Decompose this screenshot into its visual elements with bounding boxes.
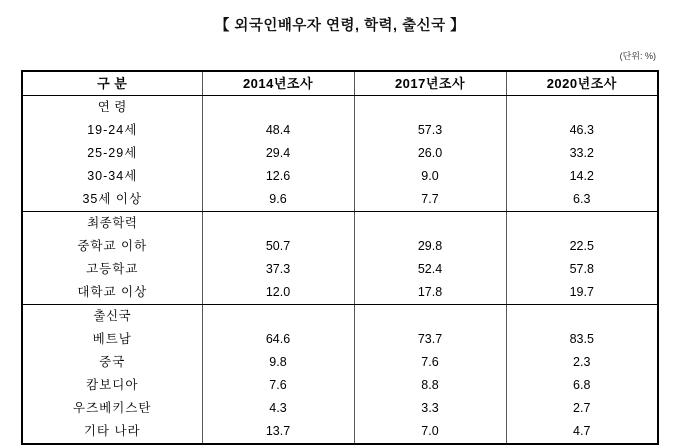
row-value: 50.7 [202, 235, 354, 258]
row-value: 2.3 [506, 351, 658, 374]
row-group-label: 출신국 [22, 305, 202, 329]
row-label: 35세 이상 [22, 188, 202, 212]
row-value [506, 96, 658, 120]
row-label: 중국 [22, 351, 202, 374]
row-value [354, 305, 506, 329]
row-value: 64.6 [202, 328, 354, 351]
row-value: 19.7 [506, 281, 658, 305]
row-value [354, 96, 506, 120]
row-value: 12.6 [202, 165, 354, 188]
table-header [22, 71, 658, 96]
table-row [22, 281, 658, 305]
row-value: 37.3 [202, 258, 354, 281]
row-label: 고등학교 [22, 258, 202, 281]
row-value: 9.0 [354, 165, 506, 188]
row-value: 14.2 [506, 165, 658, 188]
row-value: 17.8 [354, 281, 506, 305]
row-label: 25-29세 [22, 142, 202, 165]
table-row [22, 165, 658, 188]
table-row [22, 397, 658, 420]
row-label: 19-24세 [22, 119, 202, 142]
row-value: 7.0 [354, 420, 506, 444]
column-header-2014: 2014년조사 [202, 71, 354, 96]
column-header-category: 구 분 [22, 71, 202, 96]
row-value: 57.3 [354, 119, 506, 142]
table-row [22, 212, 658, 236]
row-value: 33.2 [506, 142, 658, 165]
row-label: 30-34세 [22, 165, 202, 188]
document-page [0, 14, 680, 440]
row-value: 22.5 [506, 235, 658, 258]
row-value: 7.6 [354, 351, 506, 374]
row-value: 48.4 [202, 119, 354, 142]
row-value: 46.3 [506, 119, 658, 142]
row-value: 2.7 [506, 397, 658, 420]
row-label: 캄보디아 [22, 374, 202, 397]
table-row [22, 374, 658, 397]
row-value: 3.3 [354, 397, 506, 420]
row-value: 83.5 [506, 328, 658, 351]
table-row [22, 258, 658, 281]
row-value: 13.7 [202, 420, 354, 444]
row-value: 7.7 [354, 188, 506, 212]
table-row [22, 420, 658, 444]
row-value: 6.3 [506, 188, 658, 212]
row-group-label: 연 령 [22, 96, 202, 120]
row-label: 베트남 [22, 328, 202, 351]
row-value: 73.7 [354, 328, 506, 351]
row-value: 7.6 [202, 374, 354, 397]
unit-note: (단위: %) [619, 51, 656, 61]
table-row [22, 235, 658, 258]
table-row [22, 119, 658, 142]
row-value: 9.6 [202, 188, 354, 212]
table-body [22, 96, 658, 445]
row-label: 기타 나라 [22, 420, 202, 444]
row-value: 29.4 [202, 142, 354, 165]
row-label: 중학교 이하 [22, 235, 202, 258]
row-value: 12.0 [202, 281, 354, 305]
column-header-2017: 2017년조사 [354, 71, 506, 96]
row-group-label: 최종학력 [22, 212, 202, 236]
row-value: 8.8 [354, 374, 506, 397]
row-label: 우즈베키스탄 [22, 397, 202, 420]
row-value: 6.8 [506, 374, 658, 397]
row-value [506, 212, 658, 236]
table-row [22, 351, 658, 374]
table-row [22, 142, 658, 165]
row-value [202, 212, 354, 236]
row-value: 52.4 [354, 258, 506, 281]
row-value [202, 96, 354, 120]
table-row [22, 328, 658, 351]
row-value: 29.8 [354, 235, 506, 258]
table-row [22, 305, 658, 329]
table-header-row [22, 71, 658, 96]
column-header-2020: 2020년조사 [506, 71, 658, 96]
row-value: 4.7 [506, 420, 658, 444]
row-value [506, 305, 658, 329]
row-value: 57.8 [506, 258, 658, 281]
row-label: 대학교 이상 [22, 281, 202, 305]
table-row [22, 96, 658, 120]
statistics-table [21, 70, 659, 445]
row-value [202, 305, 354, 329]
table-row [22, 188, 658, 212]
row-value: 26.0 [354, 142, 506, 165]
row-value [354, 212, 506, 236]
row-value: 9.8 [202, 351, 354, 374]
page-title: 【 외국인배우자 연령, 학력, 출신국 】 [214, 18, 466, 34]
row-value: 4.3 [202, 397, 354, 420]
